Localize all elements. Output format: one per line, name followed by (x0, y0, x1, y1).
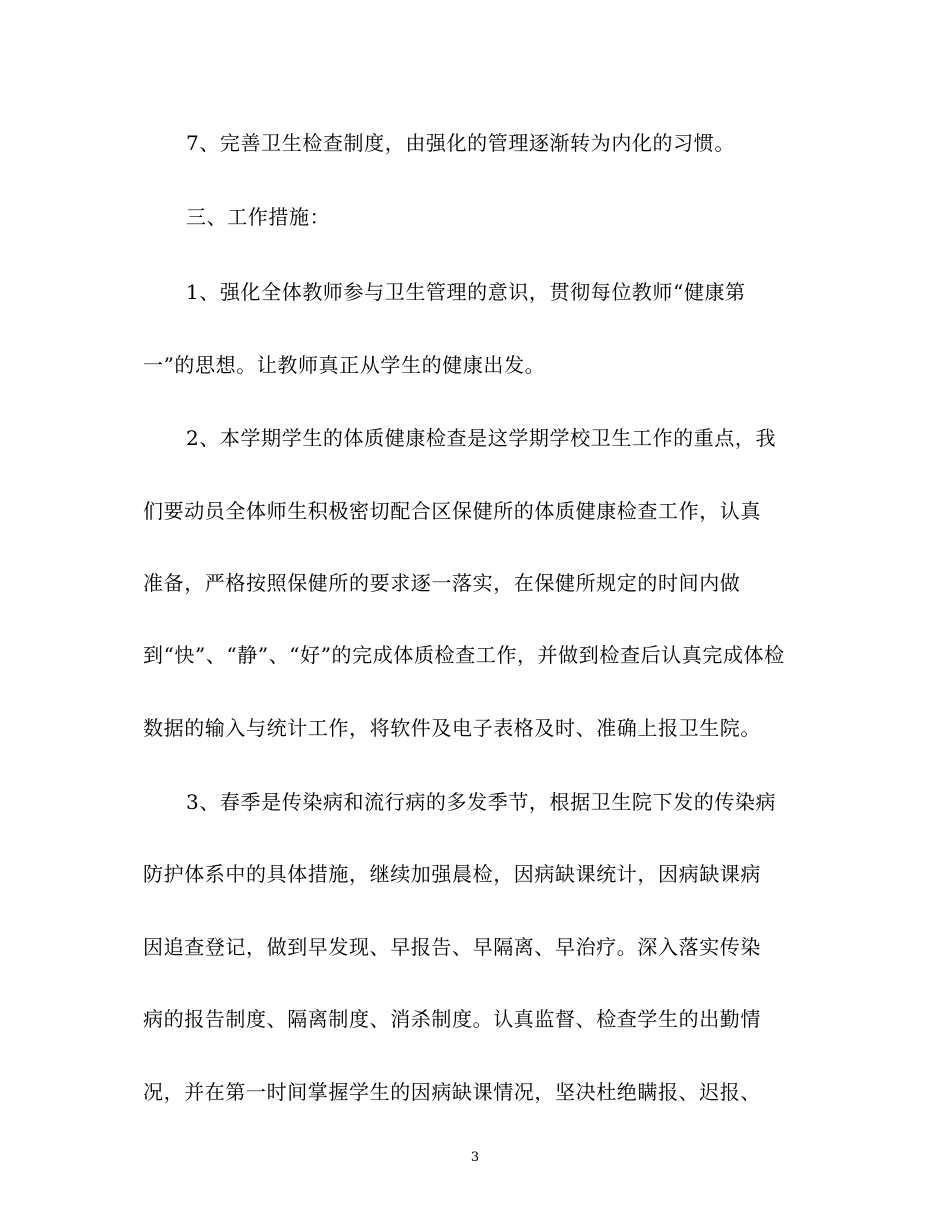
page-number: 3 (470, 1150, 480, 1165)
paragraph-line: 3、春季是传染病和流行病的多发季节，根据卫生院下发的传染病 (186, 790, 777, 814)
paragraph-line: 病的报告制度、隔离制度、消杀制度。认真监督、检查学生的出勤情 (143, 1007, 761, 1031)
paragraph-line: 况，并在第一时间掌握学生的因病缺课情况，坚决杜绝瞒报、迟报、 (143, 1080, 761, 1104)
paragraph-line: 防护体系中的具体措施，继续加强晨检，因病缺课统计，因病缺课病 (143, 862, 761, 886)
paragraph-line: 因追查登记，做到早发现、早报告、早隔离、早治疗。深入落实传染 (143, 935, 761, 959)
paragraph-line: 2、本学期学生的体质健康检查是这学期学校卫生工作的重点，我 (186, 426, 777, 450)
paragraph-line: 数据的输入与统计工作，将软件及电子表格及时、准确上报卫生院。 (143, 716, 761, 740)
paragraph-line: 一”的思想。让教师真正从学生的健康出发。 (143, 353, 546, 377)
paragraph-line: 1、强化全体教师参与卫生管理的意识，贯彻每位教师“健康第 (186, 280, 746, 304)
section-heading: 三、工作措施： (186, 205, 331, 229)
paragraph-line: 们要动员全体师生积极密切配合区保健所的体质健康检查工作，认真 (143, 499, 761, 523)
paragraph-line: 7、完善卫生检查制度，由强化的管理逐渐转为内化的习惯。 (186, 131, 735, 155)
paragraph-line: 到“快”、“静”、“好”的完成体质检查工作，并做到检查后认真完成体检 (143, 643, 785, 667)
paragraph-line: 准备，严格按照保健所的要求逐一落实，在保健所规定的时间内做 (143, 571, 741, 595)
